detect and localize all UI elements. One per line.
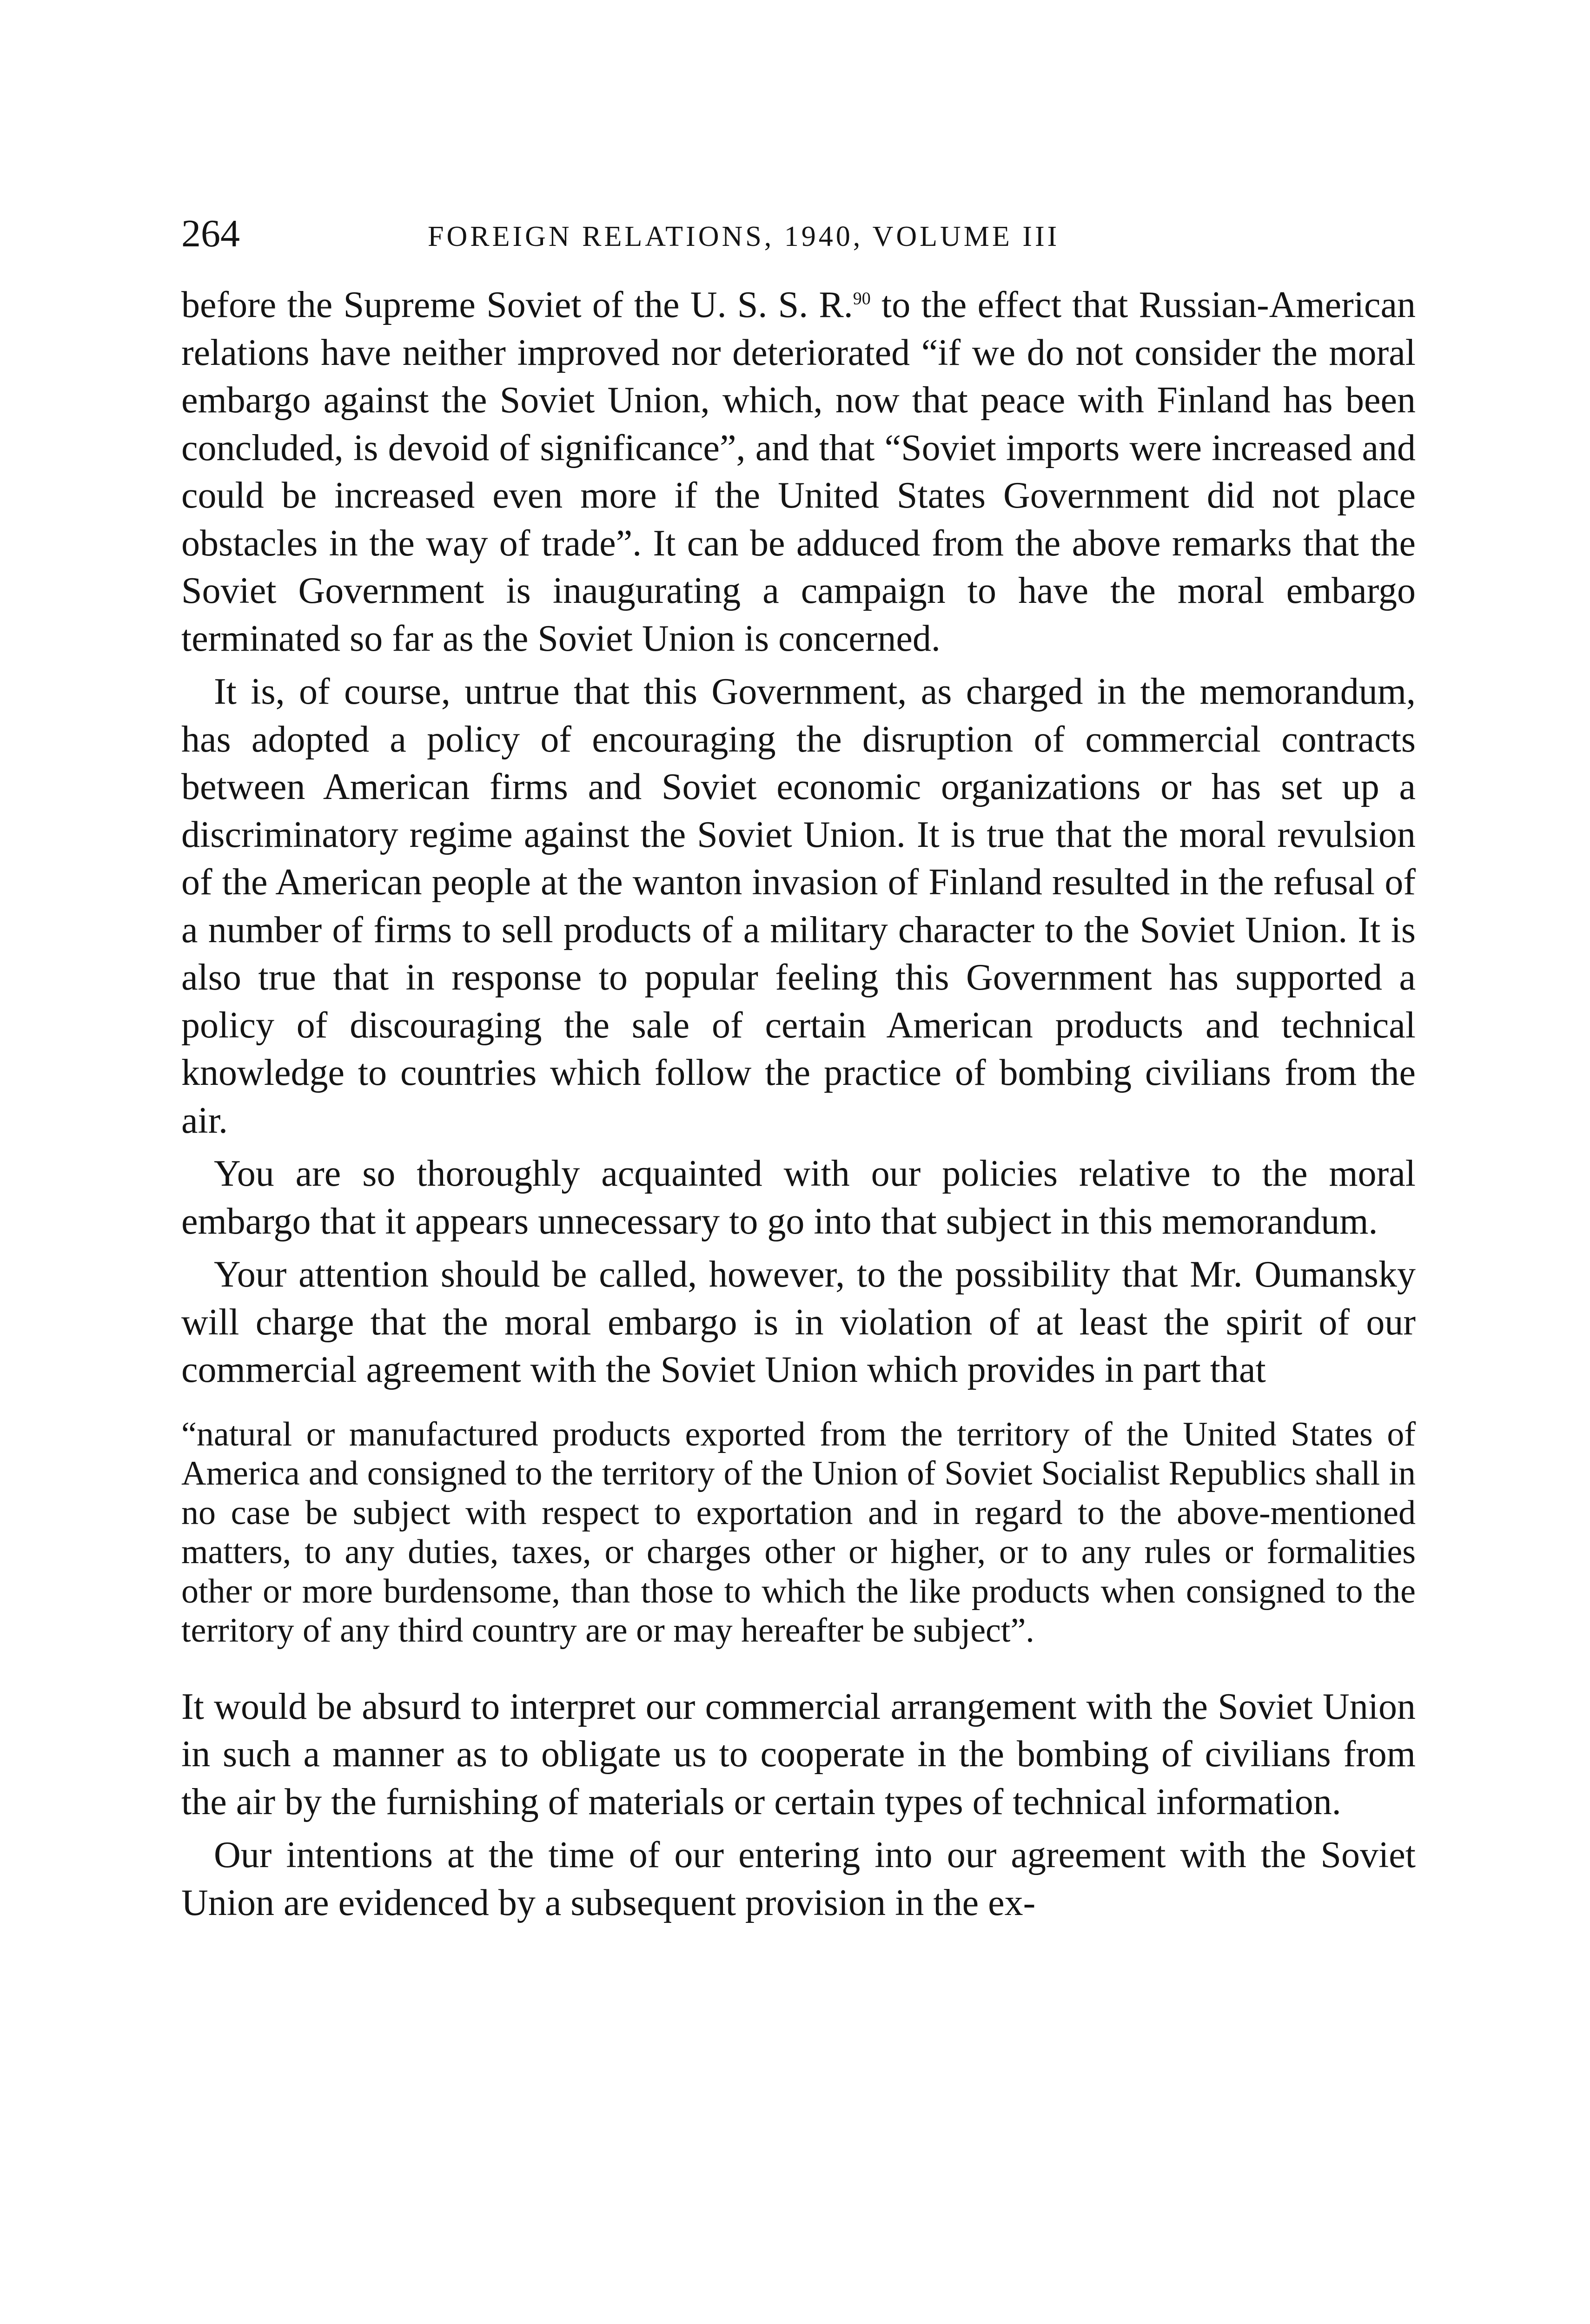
paragraph-6: Our intentions at the time of our entering into our agreement with the Soviet Union are evidenced by a subsequent provision in the ex- bbox=[181, 1835, 1416, 1923]
paragraph-1-rest: to the effect that Russian-American relations have neither improved nor deteriorated “if we do not consider the moral embargo against the Soviet Union, which, now that peace with Finland has been concluded, is devoid of significance”, and that “Soviet imports were increased and could be increased even more if the United States Government did not place obstacles in the way of trade”. It can be adduced from the above remarks that the Soviet Government is inaugurating a campaign to have the moral embargo terminated so far as the Soviet Union is concerned. bbox=[181, 284, 1416, 659]
block-quote: “natural or manufactured products exported from the territory of the United States of America and consigned to the territory of the Union of Soviet Socialist Republics shall in no case be subject with respect to exportation and in regard to the above-mentioned matters, to any duties, taxes, or charges other or higher, or to any rules or formalities other or more burdensome, than those to which the like products when consigned to the territory of any third country are or may hereafter be subject”. bbox=[181, 1415, 1416, 1650]
running-title: FOREIGN RELATIONS, 1940, VOLUME III bbox=[428, 221, 1060, 252]
paragraph-5: It would be absurd to interpret our commercial arrangement with the Soviet Union in such a manner as to obligate us to cooperate in the bombing of civilians from the air by the furnishing of materials or certain types of technical information. bbox=[181, 1686, 1416, 1822]
paragraph-1 bbox=[181, 281, 1416, 662]
body-text bbox=[181, 281, 1416, 1927]
page-number: 264 bbox=[181, 212, 240, 255]
running-head bbox=[181, 208, 1418, 259]
paragraph-1-start: before the Supreme Soviet of the U. S. S. R. bbox=[181, 284, 853, 325]
footnote-reference: 90 bbox=[853, 289, 871, 309]
paragraph-4: Your attention should be called, however, to the possibility that Mr. Oumansky will charge that the moral embargo is in violation of at least the spirit of our commercial agreement with the Soviet Union which provides in part that bbox=[181, 1254, 1416, 1390]
paragraph-2: It is, of course, untrue that this Government, as charged in the memorandum, has adopted a policy of encouraging the disruption of commercial contracts between American firms and Soviet economic organizations or has set up a discriminatory regime against the Soviet Union. It is true that the moral revulsion of the American people at the wanton invasion of Finland resulted in the refusal of a number of firms to sell products of a military character to the Soviet Union. It is also true that in response to popular feeling this Government has supported a policy of discouraging the sale of certain American products and technical knowledge to countries which follow the practice of bombing civilians from the air. bbox=[181, 671, 1416, 1141]
paragraph-3: You are so thoroughly acquainted with our policies relative to the moral embargo that it appears unnecessary to go into that subject in this memorandum. bbox=[181, 1153, 1416, 1242]
